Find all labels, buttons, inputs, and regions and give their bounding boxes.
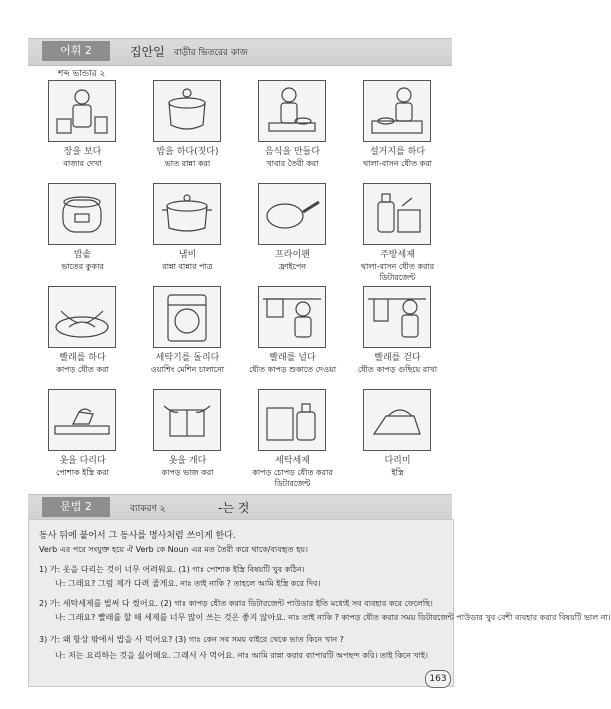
ironing-icon [48, 389, 116, 451]
grammar-pattern: -는 것 [218, 501, 250, 515]
iron-icon [363, 389, 431, 451]
vocab-korean: 옷을 다리다 [59, 456, 106, 466]
vocab-item [240, 78, 345, 181]
vocab-korean: 음식을 만들다 [264, 147, 321, 157]
vocab-bengali: ভাতের কুকার [61, 262, 104, 271]
vocab-bengali: খাবার তৈরী করা [266, 159, 319, 168]
vocab-item [345, 78, 450, 181]
folding-clothes-icon [153, 389, 221, 451]
vocab-korean: 주방세제 [380, 250, 415, 260]
vocab-item [345, 181, 450, 284]
taking-in-laundry-icon [363, 286, 431, 348]
laundry-detergent-icon [258, 389, 326, 451]
grammar-box [28, 519, 611, 687]
vocab-item [135, 387, 240, 490]
vocab-item [30, 78, 135, 181]
vocab-bengali: ধৌত কাপড় শুকাতে দেওয়া [248, 365, 337, 374]
vocab-bengali: থালা-বাসন ধৌত করার ডিটারজেন্ট [360, 262, 435, 282]
vocab-item [135, 284, 240, 387]
vocab-korean: 빨래를 걷다 [374, 353, 421, 363]
washing-machine-icon [153, 286, 221, 348]
vocab-bengali: কাপড় ভাজ করা [161, 468, 214, 477]
vocab-korean: 세탁기를 돌리다 [155, 353, 220, 363]
grammar-tag: 문법 2 [42, 497, 110, 517]
example-3-question: 3) 가: 왜 항상 밖에서 밥을 사 먹어요? (3) গাঃ কেন সব সময় বাইরে থেকে ভাত কিনে খান ? [39, 635, 344, 644]
vocab-item [240, 284, 345, 387]
vocab-bengali: ইস্ত্রি [391, 468, 404, 477]
vocab-bengali: কাপড় চোপড় ধৌত করার ডিটারজেন্ট [252, 468, 333, 488]
example-2-question: 2) 가: 세탁세제를 벌써 다 썼어요. (2) গাঃ কাপড় ধৌত করার ডিটারজেন্ট পাউডার ইতি মধ্যেই সব ব্যবহার করে ফেলেছি। [39, 599, 433, 608]
vocab-item [345, 387, 450, 490]
vocab-item [240, 387, 345, 490]
vocab-korean: 설거지를 하다 [369, 147, 426, 157]
woman-cooking-icon [258, 80, 326, 142]
vocab-bengali: ভাত রান্না করা [164, 159, 211, 168]
example-1-question: 1) 가: 옷을 다리는 것이 너무 어려워요. (1) গাঃ পোশাক ইস্ত্রি বিষয়টি খুব কঠিন। [39, 565, 305, 574]
washing-dishes-icon [363, 80, 431, 142]
vocab-bengali: রান্না বান্নার পাত্র [162, 262, 213, 271]
page-number: 163 [425, 670, 451, 688]
vocab-korean: 밥솥 [73, 250, 92, 260]
vocab-item [135, 78, 240, 181]
vocab-korean: 빨래를 하다 [59, 353, 106, 363]
woman-shopping-icon [48, 80, 116, 142]
vocab-tag: 어휘 2 [42, 41, 110, 61]
dish-detergent-icon [363, 183, 431, 245]
vocab-bengali-title: বাড়ীর ভিতরের কাজ [174, 48, 248, 58]
grammar-header [28, 494, 452, 522]
vocab-bengali: পোশাক ইস্ত্রি করা [55, 468, 109, 477]
vocab-korean: 세탁세제 [275, 456, 310, 466]
vocab-bengali: বাজার দেখা [63, 159, 102, 168]
vocab-korean: 다리미 [384, 456, 411, 466]
hand-washing-clothes-icon [48, 286, 116, 348]
vocab-grid [30, 78, 450, 488]
grammar-intro-bengali: Verb এর পরে সংযুক্ত হয়ে ঐ Verb কে Noun এর মত তৈরী করে থাকে/ব্যবহৃত হয়। [39, 545, 309, 554]
vocab-korean: 장을 보다 [63, 147, 102, 157]
rice-cooker-icon [48, 183, 116, 245]
pot-icon [153, 183, 221, 245]
vocab-bengali: ওয়াশিং মেশিন চালানো [150, 365, 225, 374]
vocab-bengali: ফ্রাইপেন [278, 262, 307, 271]
vocab-korean: 냄비 [178, 250, 197, 260]
vocab-korean-title: 집안일 [130, 45, 165, 59]
vocab-item [240, 181, 345, 284]
hanging-laundry-icon [258, 286, 326, 348]
vocab-item [345, 284, 450, 387]
word-bank-label: শব্দ ভান্ডার ২ [58, 69, 106, 79]
vocab-korean: 옷을 개다 [168, 456, 207, 466]
vocab-item [30, 181, 135, 284]
vocab-bengali: ধৌত কাপড় গুছিয়ে রাখা [357, 365, 438, 374]
vocab-korean: 프라이팬 [275, 250, 310, 260]
vocab-header [28, 38, 452, 66]
rice-cooker-pot-icon [153, 80, 221, 142]
vocab-bengali: থালা-বাসন ধৌত করা [363, 159, 432, 168]
example-1-answer: 나: 그래요? 그럼 제가 다려 줄게요. নাঃ তাই নাকি ? তাহলে আমি ইস্ত্রি করে দিব। [55, 579, 321, 588]
vocab-korean: 밥을 하다(짓다) [156, 147, 219, 157]
vocab-bengali: কাপড় ধৌত করা [56, 365, 109, 374]
grammar-bengali-title: ব্যাকরণ ২ [130, 504, 166, 514]
example-3-answer: 나: 저는 요리하는 것을 싫어해요. 그래서 사 먹어요. নাঃ আমি রান্না করার ব্যাপারটি অপছন্দ করি। তাই কিনে খাই। [55, 651, 428, 660]
grammar-intro-korean: 동사 뒤에 붙어서 그 동사를 명사처럼 쓰이게 한다. [39, 531, 236, 541]
frying-pan-icon [258, 183, 326, 245]
vocab-item [30, 284, 135, 387]
example-2-answer: 나: 그래요? 빨래를 할 때 세제를 너무 많이 쓰는 것은 좋지 않아요. নাঃ তাই নাকি ? কাপড় ধৌত করার সময় ডিটারজেন্ট পাউডার খুব বেশী ব্যবহার করার বিষয়টি ভাল না। [55, 613, 611, 622]
vocab-korean: 빨래를 널다 [269, 353, 316, 363]
vocab-item [135, 181, 240, 284]
vocab-item [30, 387, 135, 490]
